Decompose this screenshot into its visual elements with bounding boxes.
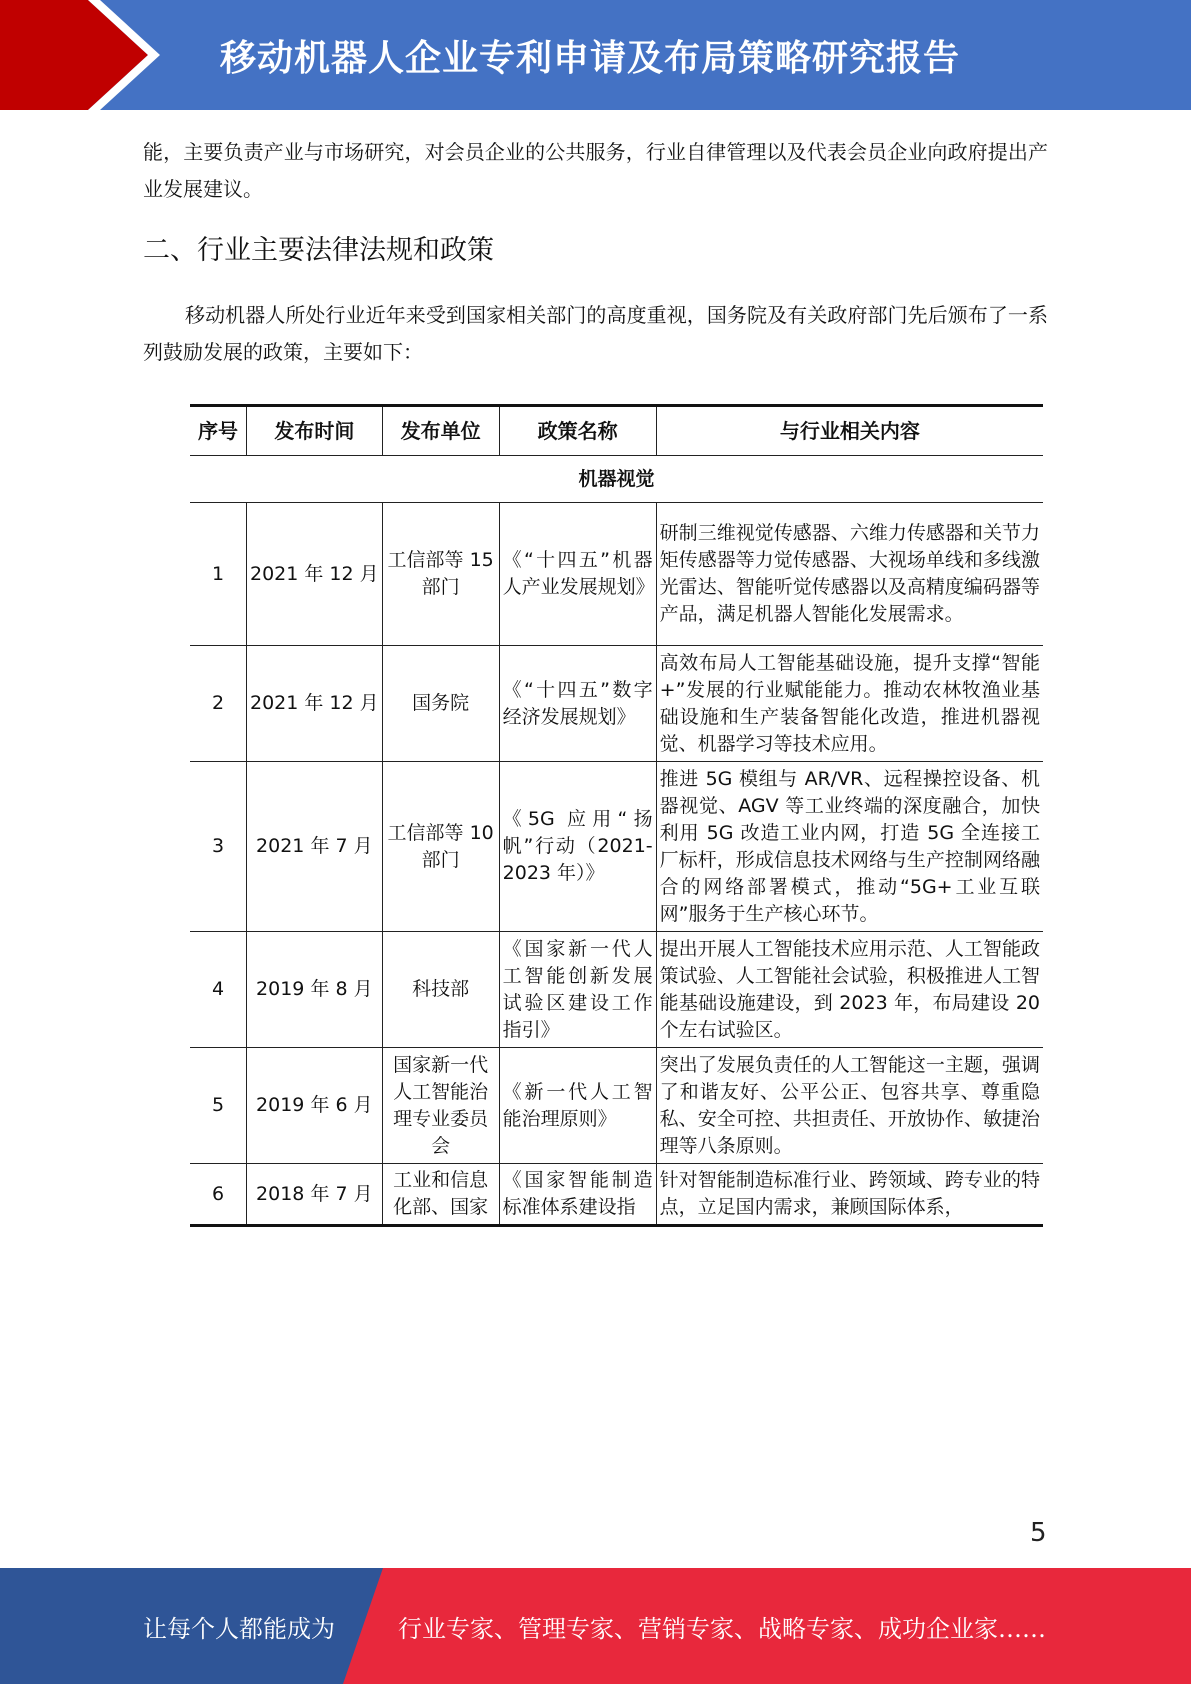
page-number: 5 bbox=[1030, 1518, 1047, 1548]
row-date: 2021 年 12 月 bbox=[247, 503, 383, 646]
row-content: 研制三维视觉传感器、六维力传感器和关节力矩传感器等力觉传感器、大视场单线和多线激光雷达、智能听觉传感器以及高精度编码器等产品，满足机器人智能化发展需求。 bbox=[656, 503, 1043, 646]
row-content: 针对智能制造标准行业、跨领域、跨专业的特点，立足国内需求，兼顾国际体系， bbox=[656, 1164, 1043, 1226]
row-content: 高效布局人工智能基础设施，提升支撑“智能+”发展的行业赋能能力。推动农林牧渔业基础设施和生产装备智能化改造，推进机器视觉、机器学习等技术应用。 bbox=[656, 646, 1043, 762]
row-org: 科技部 bbox=[382, 932, 499, 1048]
row-content: 推进 5G 模组与 AR/VR、远程操控设备、机器视觉、AGV 等工业终端的深度融合，加快利用 5G 改造工业内网，打造 5G 全连接工厂标杆，形成信息技术网络与生产控制网络融合的网络部署模式，推动“5G+工业互联网”服务于生产核心环节。 bbox=[656, 762, 1043, 932]
row-content: 提出开展人工智能技术应用示范、人工智能政策试验、人工智能社会试验，积极推进人工智能基础设施建设，到 2023 年，布局建设 20 个左右试验区。 bbox=[656, 932, 1043, 1048]
row-policy-name: 《“十四五”数字经济发展规划》 bbox=[499, 646, 656, 762]
table-row bbox=[190, 646, 1043, 762]
header-content: 与行业相关内容 bbox=[656, 406, 1043, 456]
row-policy-name: 《国家新一代人工智能创新发展试验区建设工作指引》 bbox=[499, 932, 656, 1048]
row-no: 5 bbox=[190, 1048, 247, 1164]
row-no: 1 bbox=[190, 503, 247, 646]
table-row bbox=[190, 1048, 1043, 1164]
row-no: 2 bbox=[190, 646, 247, 762]
table-header-row bbox=[190, 406, 1043, 456]
row-org: 工信部等 10 部门 bbox=[382, 762, 499, 932]
row-org: 国务院 bbox=[382, 646, 499, 762]
category-row bbox=[190, 456, 1043, 503]
table-row bbox=[190, 1164, 1043, 1226]
header-policy-name: 政策名称 bbox=[499, 406, 656, 456]
policy-intro-paragraph: 移动机器人所处行业近年来受到国家相关部门的高度重视，国务院及有关政府部门先后颁布了一系列鼓励发展的政策，主要如下： bbox=[143, 303, 1048, 364]
page-footer bbox=[0, 1568, 1191, 1684]
intro-paragraph: 能，主要负责产业与市场研究，对会员企业的公共服务，行业自律管理以及代表会员企业向政府提出产业发展建议。 bbox=[143, 140, 1048, 201]
report-title: 移动机器人企业专利申请及布局策略研究报告 bbox=[219, 37, 960, 79]
row-policy-name: 《新一代人工智能治理原则》 bbox=[499, 1048, 656, 1164]
policy-table bbox=[190, 404, 1043, 1227]
row-policy-name: 《“十四五”机器人产业发展规划》 bbox=[499, 503, 656, 646]
row-date: 2018 年 7 月 bbox=[247, 1164, 383, 1226]
footer-slogan-left: 让每个人都能成为 bbox=[143, 1614, 335, 1643]
row-no: 6 bbox=[190, 1164, 247, 1226]
row-policy-name: 《国家智能制造标准体系建设指 bbox=[499, 1164, 656, 1226]
row-date: 2021 年 7 月 bbox=[247, 762, 383, 932]
row-policy-name: 《5G 应用“扬帆”行动（2021-2023 年）》 bbox=[499, 762, 656, 932]
page-header bbox=[0, 0, 1191, 110]
row-org: 工业和信息化部、国家 bbox=[382, 1164, 499, 1226]
section-heading: 二、行业主要法律法规和政策 bbox=[143, 235, 494, 266]
row-org: 国家新一代人工智能治理专业委员会 bbox=[382, 1048, 499, 1164]
category-label: 机器视觉 bbox=[190, 456, 1043, 503]
row-content: 突出了发展负责任的人工智能这一主题，强调了和谐友好、公平公正、包容共享、尊重隐私、安全可控、共担责任、开放协作、敏捷治理等八条原则。 bbox=[656, 1048, 1043, 1164]
row-date: 2021 年 12 月 bbox=[247, 646, 383, 762]
row-org: 工信部等 15 部门 bbox=[382, 503, 499, 646]
header-date: 发布时间 bbox=[247, 406, 383, 456]
row-no: 4 bbox=[190, 932, 247, 1048]
header-org: 发布单位 bbox=[382, 406, 499, 456]
header-no: 序号 bbox=[190, 406, 247, 456]
row-date: 2019 年 8 月 bbox=[247, 932, 383, 1048]
table-row bbox=[190, 932, 1043, 1048]
footer-slogan-right: 行业专家、管理专家、营销专家、战略专家、成功企业家…… bbox=[398, 1614, 1046, 1643]
table-row bbox=[190, 762, 1043, 932]
row-date: 2019 年 6 月 bbox=[247, 1048, 383, 1164]
table-row bbox=[190, 503, 1043, 646]
row-no: 3 bbox=[190, 762, 247, 932]
